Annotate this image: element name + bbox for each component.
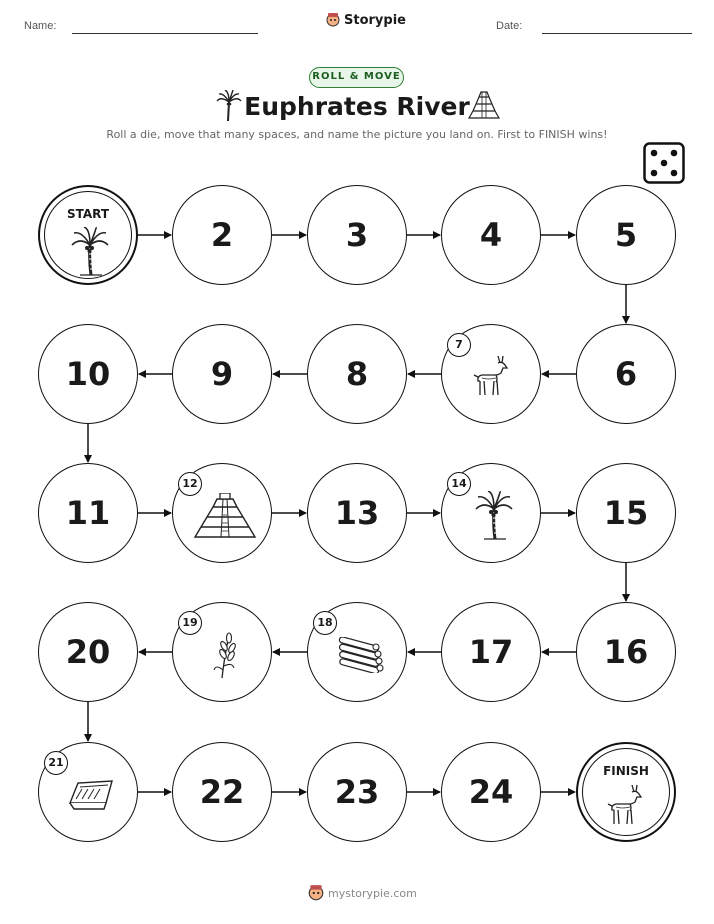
gazelle-icon	[472, 355, 516, 403]
space-number: 5	[614, 216, 638, 254]
space-number: 16	[603, 633, 649, 671]
space-number: 11	[65, 494, 111, 532]
space-number: 22	[199, 773, 245, 811]
board-space	[576, 602, 676, 702]
space-number: 15	[603, 494, 649, 532]
board-space	[576, 742, 676, 842]
wheat-icon	[210, 630, 240, 684]
space-number: 6	[614, 355, 638, 393]
brand-name: Storypie	[344, 12, 406, 28]
instructions-text: Roll a die, move that many spaces, and name the picture you land on. First to FINISH wins!	[106, 128, 608, 141]
board-space	[576, 185, 676, 285]
space-number: 10	[65, 355, 111, 393]
space-number: 20	[65, 633, 111, 671]
board-space	[38, 463, 138, 563]
board-space	[38, 185, 138, 285]
board-space	[172, 602, 272, 702]
space-number: 8	[345, 355, 369, 393]
boat-icon	[66, 777, 116, 817]
board-space	[576, 463, 676, 563]
reed-raft-icon	[332, 637, 388, 677]
space-number-badge: 14	[447, 472, 471, 496]
game-type-badge: ROLL & MOVE	[309, 67, 404, 88]
palm-tree-icon	[70, 227, 110, 281]
board-space	[38, 742, 138, 842]
date-label: Date:	[496, 20, 523, 32]
space-number: 24	[468, 773, 514, 811]
board-space	[441, 185, 541, 285]
footer	[308, 884, 417, 902]
board-space	[441, 324, 541, 424]
gazelle-icon	[606, 784, 650, 832]
space-number: 9	[210, 355, 234, 393]
space-number: 23	[334, 773, 380, 811]
board-space	[38, 602, 138, 702]
board-space	[576, 324, 676, 424]
name-label: Name:	[24, 20, 57, 32]
space-label: START	[66, 207, 110, 221]
space-label: FINISH	[603, 764, 649, 778]
space-number: 2	[210, 216, 234, 254]
board-space	[307, 324, 407, 424]
space-number-badge: 12	[178, 472, 202, 496]
storypie-logo-icon	[308, 884, 324, 902]
board-space	[307, 602, 407, 702]
footer-url[interactable]: mystorypie.com	[328, 886, 417, 900]
space-number-badge: 21	[44, 751, 68, 775]
board-space	[38, 324, 138, 424]
board-space	[307, 742, 407, 842]
board-space	[172, 742, 272, 842]
space-number: 3	[345, 216, 369, 254]
space-number: 13	[334, 494, 380, 532]
board-space	[441, 602, 541, 702]
board-space	[307, 185, 407, 285]
space-number-badge: 19	[178, 611, 202, 635]
board-space	[307, 463, 407, 563]
space-number-badge: 7	[447, 333, 471, 357]
palm-tree-icon	[474, 491, 514, 545]
board-space	[441, 463, 541, 563]
board-space	[441, 742, 541, 842]
space-number: 4	[479, 216, 503, 254]
board-space	[172, 463, 272, 563]
ziggurat-icon	[193, 493, 257, 543]
space-number-badge: 18	[313, 611, 337, 635]
board-space	[172, 324, 272, 424]
board-space	[172, 185, 272, 285]
page-title: Euphrates River	[244, 92, 470, 121]
space-number: 17	[468, 633, 514, 671]
